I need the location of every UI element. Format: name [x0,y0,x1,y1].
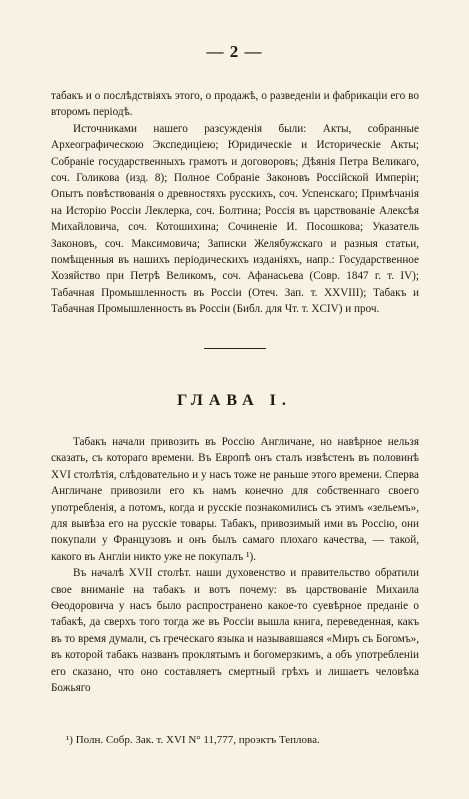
paragraph-sources: Источниками нашего разсужденія были: Акты, собранные Археографическою Экспедиціею; Юридическіе и Историческіе Акты; Собраніе государственныхъ грамотъ и договоровъ; Дѣянія Петра Великаго, соч. Голикова (изд. 8); Полное Собраніе Законовъ Россійской Имперіи; Опытъ повѣствованія о древностяхъ русскихъ, соч. Успенскаго; Примѣчанія на Исторію Россіи Леклерка, соч. Болтина; Россія въ царствованіе Алексѣя Михайловича, соч. Котошихина; Сочиненіе И. Посошкова; Указатель Законовъ, соч. Максимовича; Записки Желябужскаго и разныя статьи, помѣщенныя въ нашихъ періодическихъ изданіяхъ, напр.: Государственное Хозяйство при Петрѣ Великомъ, соч. Афанасьева (Совр. 1847 г. т. IV); Табачная Промышленность въ Россіи (Отеч. Зап. т. XXVIII); Табакъ и Табачная Промышленность въ Россіи (Библ. для Чт. т. XCIV) и проч. [51,122,419,316]
paragraph-seventeenth-century: Въ началѣ XVII столѣт. наши духовенство и правительство обратили свое вниманіе на табакъ и вотъ почему: въ царствованіе Михаила Ѳеодоровича у насъ было распространено какое-то суевѣрное преданіе о табакѣ, да сверхъ того тогда же въ Россіи вышла книга, переведенная, какъ въ то время думали, съ греческаго языка и называвшаяся «Миръ съ Богомъ», въ которой табакъ названъ проклятымъ и богомерзкимъ, а объ употребленіи его сказано, что оно составляетъ смертный грѣхъ и лишаетъ человѣка Божьяго [51,567,419,695]
chapter-heading: ГЛАВА I. [177,392,292,409]
footnote: ¹) Полн. Собр. Зак. т. XVI N° 11,777, проэктъ Теплова. [66,734,320,746]
chapter-text [51,434,419,697]
paragraph-continuation: табакъ и о послѣдствіяхъ этого, о продажѣ, о разведеніи и фабрикаціи его во второмъ періодѣ. [51,90,419,119]
page-number: — 2 — [206,42,263,61]
section-divider [204,348,266,349]
paragraph-tobacco-import: Табакъ начали привозить въ Россію Англичане, но навѣрное нельзя сказать, съ котораго времени. Въ Европѣ онъ сталъ извѣстенъ въ половинѣ XVI столѣтія, слѣдовательно и у насъ тоже не раньше этого времени. Сперва Англичане привозили его къ намъ конечно для собственнаго своего употребленія, а потомъ, когда и русскіе познакомились съ этимъ «зельемъ», для вывѣза его на русскіе товары. Табакъ, привозимый ими въ Россію, они покупали у Французовъ и онъ былъ самаго плохаго качества, — такой, какого въ Англіи никто уже не покупалъ ¹). [51,436,419,563]
intro-text [51,88,419,318]
